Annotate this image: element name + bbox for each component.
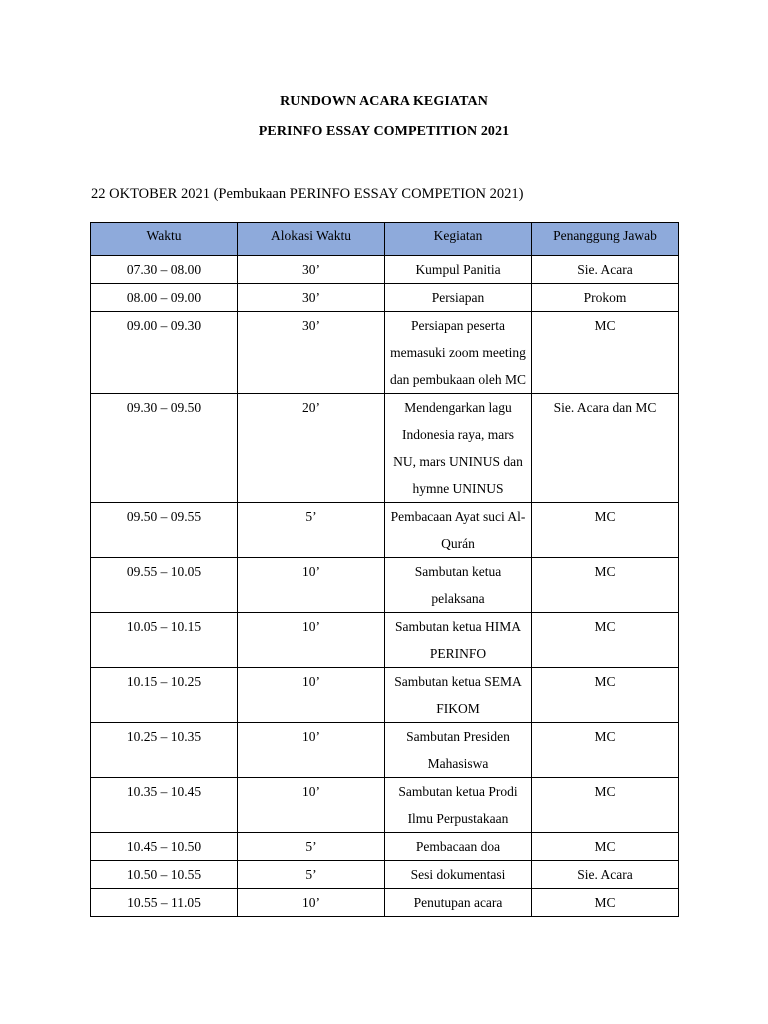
cell-waktu: 10.55 – 11.05 <box>91 889 238 917</box>
table-header <box>91 223 679 256</box>
table-row <box>91 256 679 284</box>
cell-penanggung-jawab: MC <box>532 558 679 613</box>
cell-kegiatan: Pembacaan Ayat suci Al-Qurán <box>385 503 532 558</box>
cell-penanggung-jawab: Sie. Acara <box>532 861 679 889</box>
cell-alokasi-waktu: 20’ <box>238 394 385 503</box>
cell-kegiatan: Pembacaan doa <box>385 833 532 861</box>
cell-alokasi-waktu: 10’ <box>238 778 385 833</box>
cell-penanggung-jawab: MC <box>532 668 679 723</box>
cell-waktu: 10.50 – 10.55 <box>91 861 238 889</box>
document-subtitle-event: PERINFO ESSAY COMPETITION 2021 <box>258 124 510 139</box>
date-heading: 22 OKTOBER 2021 (Pembukaan PERINFO ESSAY COMPETION 2021) <box>91 186 524 202</box>
cell-waktu: 09.00 – 09.30 <box>91 312 238 394</box>
header-kegiatan: Kegiatan <box>385 223 532 256</box>
cell-alokasi-waktu: 30’ <box>238 256 385 284</box>
cell-alokasi-waktu: 10’ <box>238 889 385 917</box>
cell-penanggung-jawab: MC <box>532 723 679 778</box>
table-row <box>91 861 679 889</box>
cell-waktu: 07.30 – 08.00 <box>91 256 238 284</box>
cell-penanggung-jawab: Sie. Acara dan MC <box>532 394 679 503</box>
table-row <box>91 613 679 668</box>
cell-penanggung-jawab: MC <box>532 312 679 394</box>
cell-kegiatan: Persiapan <box>385 284 532 312</box>
cell-kegiatan: Sambutan ketua HIMA PERINFO <box>385 613 532 668</box>
cell-waktu: 10.25 – 10.35 <box>91 723 238 778</box>
cell-alokasi-waktu: 10’ <box>238 723 385 778</box>
cell-alokasi-waktu: 5’ <box>238 503 385 558</box>
cell-waktu: 09.50 – 09.55 <box>91 503 238 558</box>
cell-kegiatan: Kumpul Panitia <box>385 256 532 284</box>
cell-waktu: 08.00 – 09.00 <box>91 284 238 312</box>
table-row <box>91 778 679 833</box>
cell-kegiatan: Mendengarkan lagu Indonesia raya, mars NU, mars UNINUS dan hymne UNINUS <box>385 394 532 503</box>
table-row <box>91 833 679 861</box>
cell-alokasi-waktu: 5’ <box>238 833 385 861</box>
cell-penanggung-jawab: Prokom <box>532 284 679 312</box>
table-row <box>91 312 679 394</box>
table-row <box>91 889 679 917</box>
document-title: RUNDOWN ACARA KEGIATAN <box>280 94 488 109</box>
cell-penanggung-jawab: MC <box>532 778 679 833</box>
table-row <box>91 723 679 778</box>
table-body <box>91 256 679 917</box>
cell-alokasi-waktu: 10’ <box>238 668 385 723</box>
cell-alokasi-waktu: 10’ <box>238 558 385 613</box>
header-alokasi-waktu: Alokasi Waktu <box>238 223 385 256</box>
header-penanggung-jawab: Penanggung Jawab <box>532 223 679 256</box>
cell-waktu: 09.30 – 09.50 <box>91 394 238 503</box>
cell-waktu: 10.05 – 10.15 <box>91 613 238 668</box>
table-row <box>91 503 679 558</box>
cell-alokasi-waktu: 5’ <box>238 861 385 889</box>
cell-kegiatan: Penutupan acara <box>385 889 532 917</box>
cell-kegiatan: Persiapan peserta memasuki zoom meeting dan pembukaan oleh MC <box>385 312 532 394</box>
cell-waktu: 10.45 – 10.50 <box>91 833 238 861</box>
cell-penanggung-jawab: MC <box>532 613 679 668</box>
table-row <box>91 284 679 312</box>
cell-kegiatan: Sambutan ketua SEMA FIKOM <box>385 668 532 723</box>
cell-waktu: 09.55 – 10.05 <box>91 558 238 613</box>
cell-penanggung-jawab: MC <box>532 503 679 558</box>
cell-penanggung-jawab: MC <box>532 833 679 861</box>
cell-alokasi-waktu: 10’ <box>238 613 385 668</box>
header-row <box>91 223 679 256</box>
cell-kegiatan: Sesi dokumentasi <box>385 861 532 889</box>
cell-alokasi-waktu: 30’ <box>238 284 385 312</box>
cell-kegiatan: Sambutan ketua Prodi Ilmu Perpustakaan <box>385 778 532 833</box>
table-row <box>91 558 679 613</box>
cell-waktu: 10.35 – 10.45 <box>91 778 238 833</box>
table-row <box>91 668 679 723</box>
cell-penanggung-jawab: MC <box>532 889 679 917</box>
header-waktu: Waktu <box>91 223 238 256</box>
rundown-table <box>90 222 679 917</box>
table-row <box>91 394 679 503</box>
cell-kegiatan: Sambutan Presiden Mahasiswa <box>385 723 532 778</box>
cell-kegiatan: Sambutan ketua pelaksana <box>385 558 532 613</box>
cell-alokasi-waktu: 30’ <box>238 312 385 394</box>
cell-waktu: 10.15 – 10.25 <box>91 668 238 723</box>
cell-penanggung-jawab: Sie. Acara <box>532 256 679 284</box>
